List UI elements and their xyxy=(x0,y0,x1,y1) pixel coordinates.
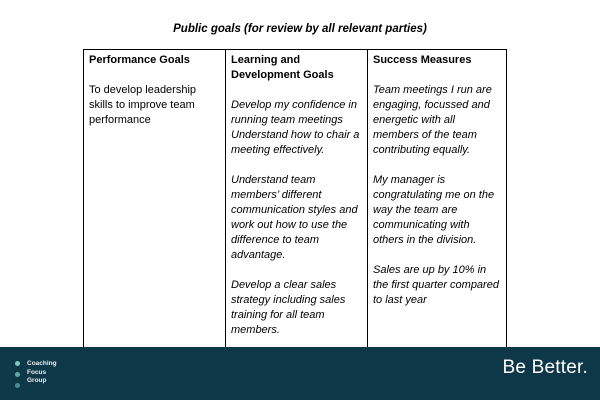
learning-goals-cell xyxy=(226,50,368,348)
learning-goal-text-2: Understand team members’ different communication styles and work out how to use the difference to team advantage. xyxy=(231,174,358,261)
success-measure-text-3: Sales are up by 10% in the first quarter compared to last year xyxy=(373,264,499,306)
logo-line: Focus xyxy=(27,368,47,376)
logo-dots-icon xyxy=(14,360,22,390)
performance-goals-heading: Performance Goals xyxy=(89,54,190,66)
performance-goals-cell xyxy=(84,50,226,348)
performance-goal-text: To develop leadership skills to improve team performance xyxy=(89,84,197,126)
logo-dot xyxy=(15,361,20,366)
success-measure-text-2: My manager is congratulating me on the way the team are communicating with others in the division. xyxy=(373,174,495,246)
logo-dot xyxy=(15,383,20,388)
success-measures-heading: Success Measures xyxy=(373,54,472,66)
goals-table xyxy=(83,49,507,348)
company-logo xyxy=(14,360,104,390)
logo-line: Coaching xyxy=(27,360,57,367)
success-measures-cell xyxy=(368,50,507,348)
table-row xyxy=(84,50,507,348)
document-title: Public goals (for review by all relevant parties) xyxy=(173,23,427,35)
logo-line: Group xyxy=(27,377,47,384)
learning-goals-heading: Learning and Development Goals xyxy=(231,54,334,81)
tagline: Be Better. xyxy=(502,357,588,378)
learning-goal-text-3: Develop a clear sales strategy including sales training for all team members. xyxy=(231,279,346,336)
logo-dot xyxy=(15,372,20,377)
logo-text xyxy=(27,360,57,386)
success-measure-text-1: Team meetings I run are engaging, focussed and energetic with all members of the team contributing equally. xyxy=(373,84,492,156)
footer-bar xyxy=(0,347,600,400)
learning-goal-text-1: Develop my confidence in running team meetings Understand how to chair a meeting effectively. xyxy=(231,99,360,156)
